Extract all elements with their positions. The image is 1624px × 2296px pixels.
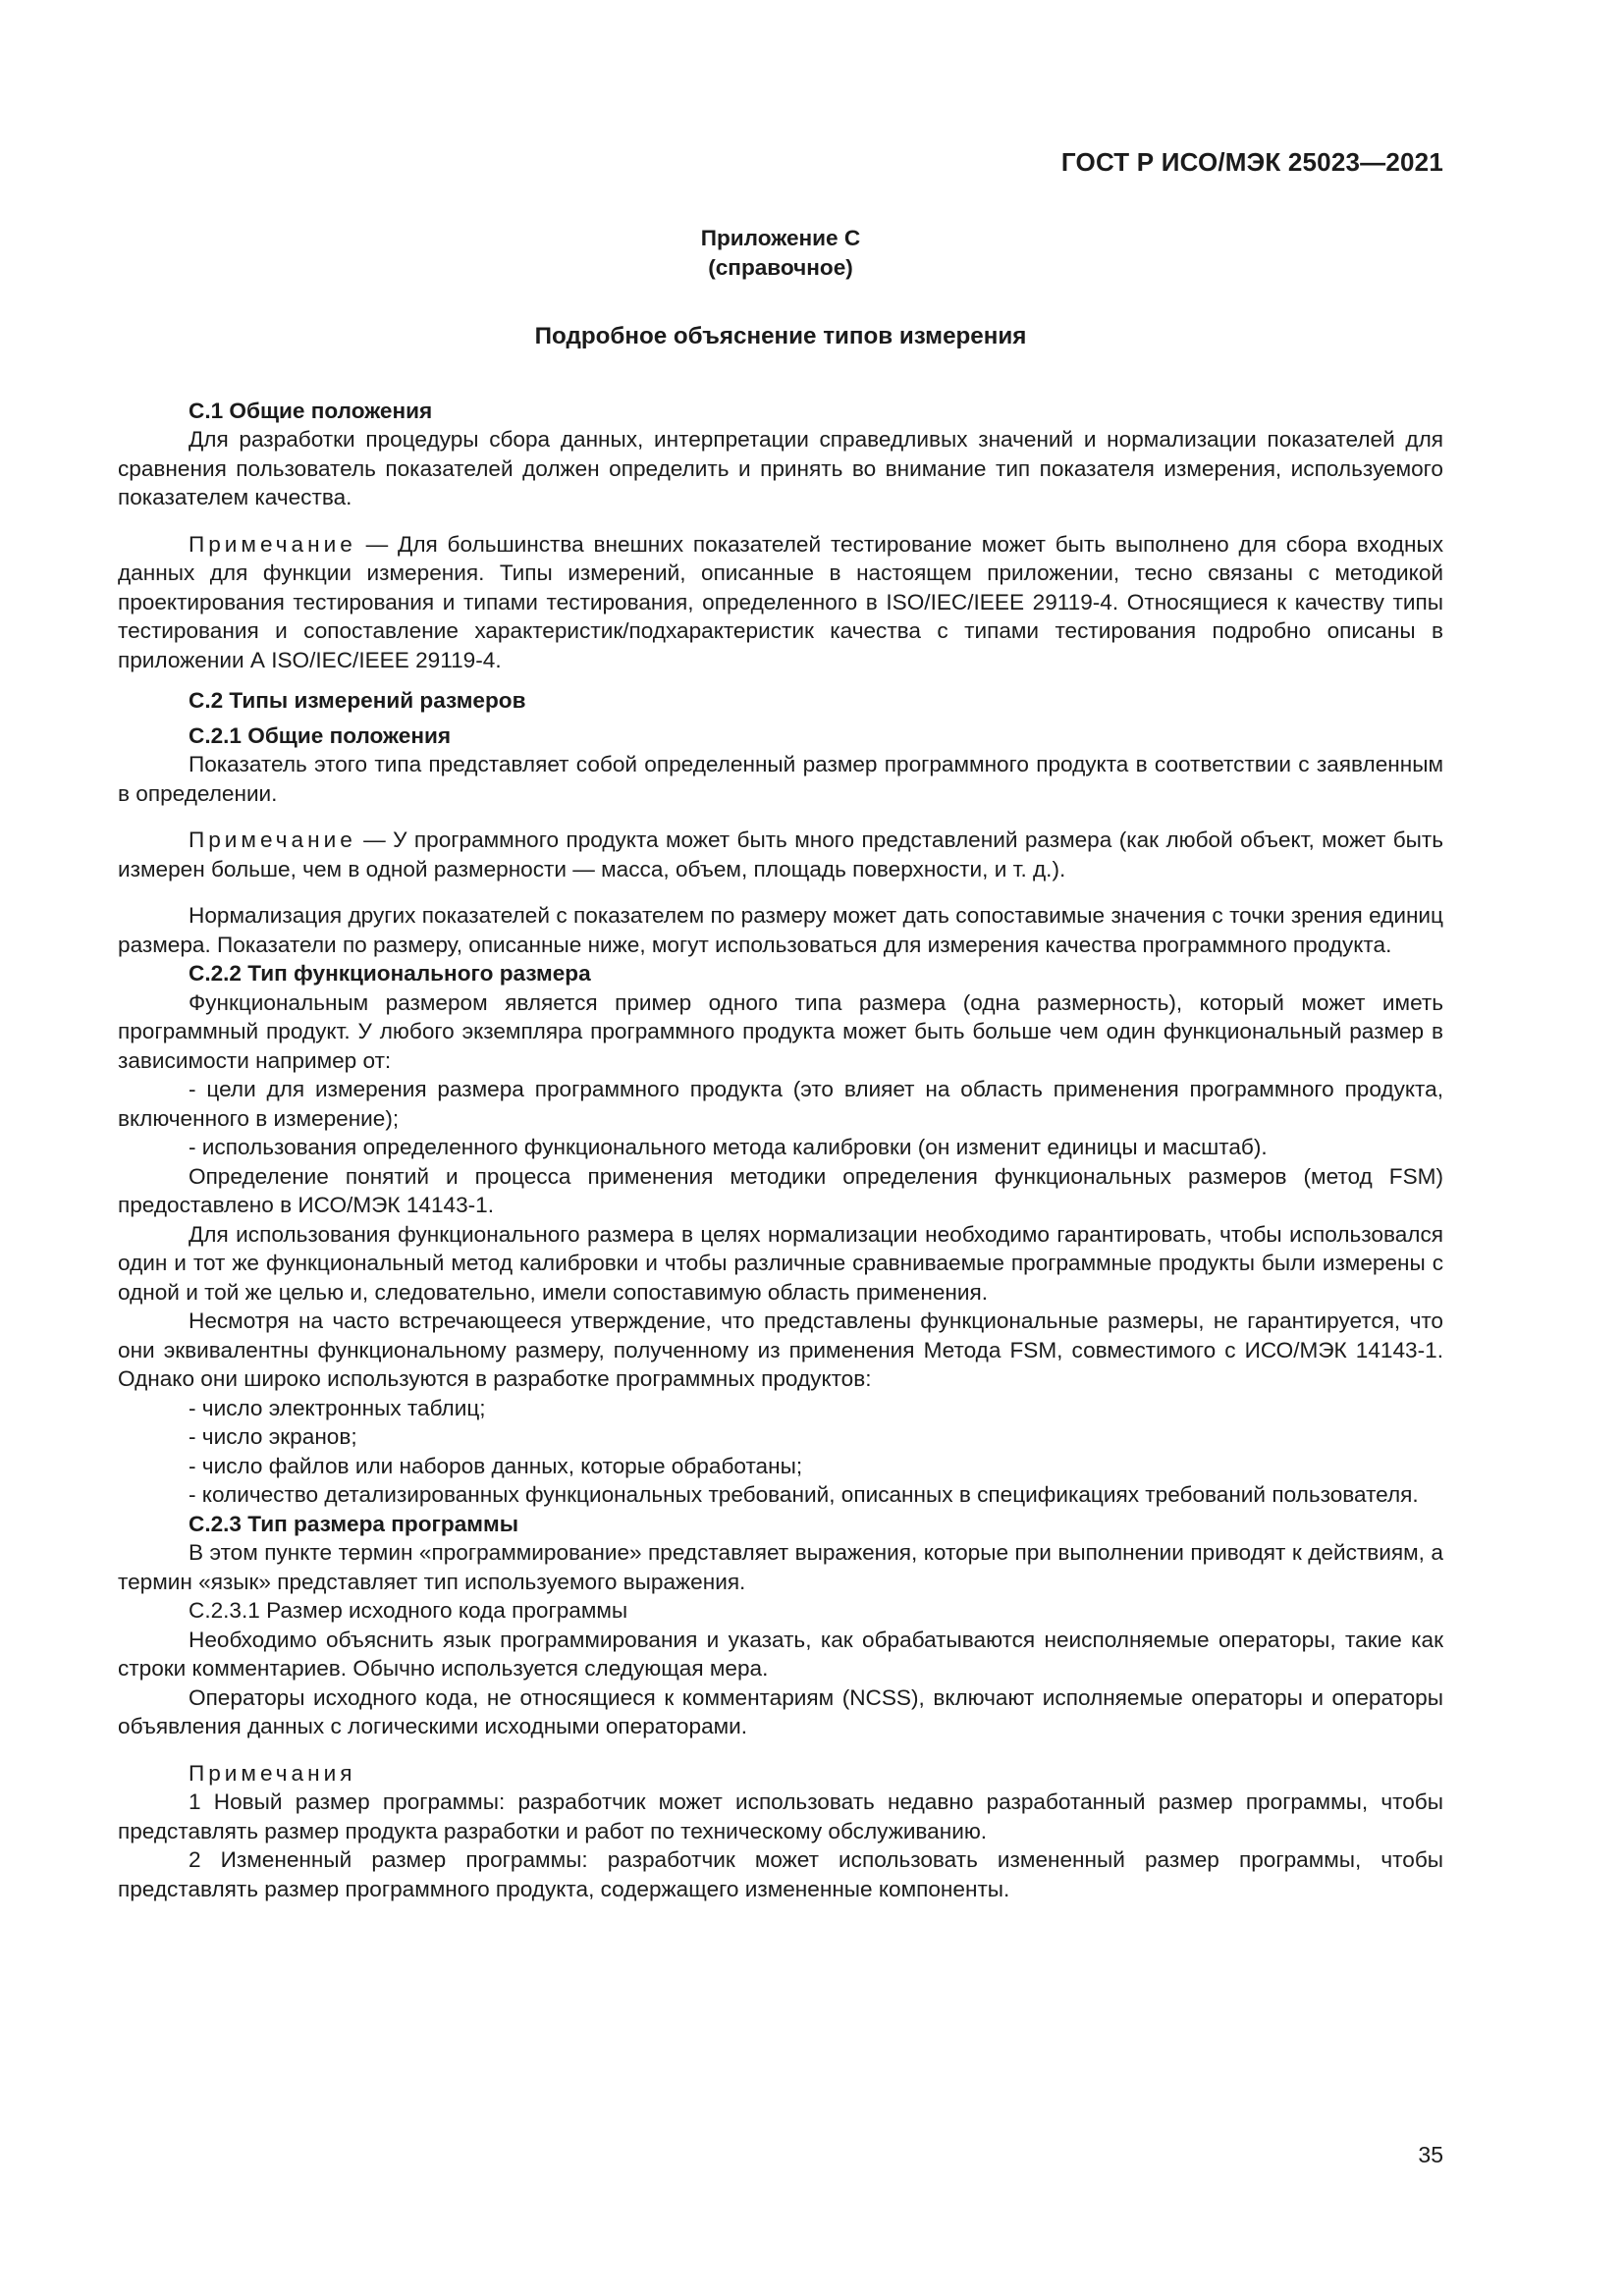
- page-content: [118, 224, 1443, 1903]
- paragraph-c22-4: Несмотря на часто встречающееся утверждение, что представлены функциональные размеры, не гарантируется, что они эквивалентны функциональному размеру, полученному из применения Метода FSM, совместимого с ИСО/МЭК 14143-1. Однако они широко используются в разработке программных продуктов:: [118, 1308, 1443, 1391]
- standard-code: ГОСТ Р ИСО/МЭК 25023—2021: [1060, 147, 1443, 177]
- annex-title-line2: (справочное): [708, 255, 853, 280]
- note-c21: [118, 826, 1443, 883]
- paragraph-c231-1: Необходимо объяснить язык программирования и указать, как обрабатываются неисполняемые операторы, такие как строки комментариев. Обычно используется следующая мера.: [118, 1627, 1443, 1681]
- note-item: 1 Новый размер программы: разработчик может использовать недавно разработанный размер программы, чтобы представлять размер продукта разработки и работ по техническому обслуживанию.: [118, 1789, 1443, 1843]
- section-heading-c23: С.2.3 Тип размера программы: [189, 1511, 519, 1536]
- subsection-heading-c231: С.2.3.1 Размер исходного кода программы: [189, 1598, 628, 1623]
- paragraph-c231-2: Операторы исходного кода, не относящиеся к комментариям (NCSS), включают исполняемые операторы и операторы объявления данных с логическими исходными операторами.: [118, 1684, 1443, 1738]
- note-text: — Для большинства внешних показателей тестирование может быть выполнено для сбора входных данных для функции измерения. Типы измерений, описанные в настоящем приложении, тесно связаны с методикой проектирования тестирования и типами тестирования, определенного в ISO/IEC/IEEE 29119-4. Относящиеся к качеству типы тестирования и сопоставление характеристик/подхарактеристик качества с типами тестирования подробно описаны в приложении А ISO/IEC/IEEE 29119-4.: [118, 531, 1443, 672]
- note-c1: [118, 530, 1443, 675]
- paragraph-c21-1: Показатель этого типа представляет собой определенный размер программного продукта в соответствии с заявленным в определении.: [118, 752, 1443, 806]
- annex-title: [118, 224, 1443, 283]
- list-item: - количество детализированных функциональных требований, описанных в спецификациях требований пользователя.: [189, 1482, 1419, 1507]
- section-heading-c21: С.2.1 Общие положения: [189, 722, 452, 748]
- note-item: 2 Измененный размер программы: разработчик может использовать измененный размер программы, чтобы представлять размер программного продукта, содержащего измененные компоненты.: [118, 1847, 1443, 1901]
- paragraph-c21-2: Нормализация других показателей с показателем по размеру может дать сопоставимые значения с точки зрения единиц размера. Показатели по размеру, описанные ниже, могут использоваться для измерения качества программного продукта.: [118, 903, 1443, 957]
- paragraph-c22-3: Для использования функционального размера в целях нормализации необходимо гарантировать, чтобы использовался один и тот же функциональный метод калибровки и чтобы различные сравниваемые программные продукты были измерены с одной и той же целью и, следовательно, имели сопоставимую область применения.: [118, 1221, 1443, 1305]
- page-number: 35: [1418, 2142, 1443, 2167]
- paragraph-c22-2: Определение понятий и процесса применения методики определения функциональных размеров (метод FSM) предоставлено в ИСО/МЭК 14143-1.: [118, 1163, 1443, 1217]
- list-item: - число электронных таблиц;: [189, 1395, 486, 1420]
- annex-title-line1: Приложение С: [700, 226, 861, 250]
- list-item-c22-1: - цели для измерения размера программного продукта (это влияет на область применения программного продукта, включенного в измерение);: [118, 1077, 1443, 1131]
- paragraph-c22-1: Функциональным размером является пример одного типа размера (одна размерность), который может иметь программный продукт. У любого экземпляра программного продукта может быть больше чем один функциональный размер в зависимости например от:: [118, 989, 1443, 1073]
- list-item: - число экранов;: [189, 1424, 357, 1449]
- paragraph-c1-1: Для разработки процедуры сбора данных, интерпретации справедливых значений и нормализации показателей для сравнения пользователь показателей должен определить и принять во внимание тип показателя измерения, используемого показателем качества.: [118, 427, 1443, 509]
- annex-heading: Подробное объяснение типов измерения: [534, 323, 1027, 349]
- list-item-c22-2: - использования определенного функционального метода калибровки (он изменит единицы и масштаб).: [189, 1135, 1268, 1159]
- section-heading-c22: С.2.2 Тип функционального размера: [189, 961, 591, 986]
- section-heading-c1: С.1 Общие положения: [189, 398, 433, 423]
- list-item: - число файлов или наборов данных, которые обработаны;: [189, 1453, 803, 1478]
- note-label: Примечание: [189, 531, 356, 557]
- note-label: Примечание: [189, 828, 356, 852]
- notes-label: Примечания: [189, 1760, 356, 1786]
- note-text: — У программного продукта может быть много представлений размера (как любой объект, может быть измерен больше, чем в одной размерности — масса, объем, площадь поверхности, и т. д.).: [118, 828, 1443, 881]
- paragraph-c23-1: В этом пункте термин «программирование» представляет выражения, которые при выполнении приводят к действиям, а термин «язык» представляет тип используемого выражения.: [118, 1540, 1443, 1594]
- section-heading-c2: С.2 Типы измерений размеров: [189, 688, 526, 713]
